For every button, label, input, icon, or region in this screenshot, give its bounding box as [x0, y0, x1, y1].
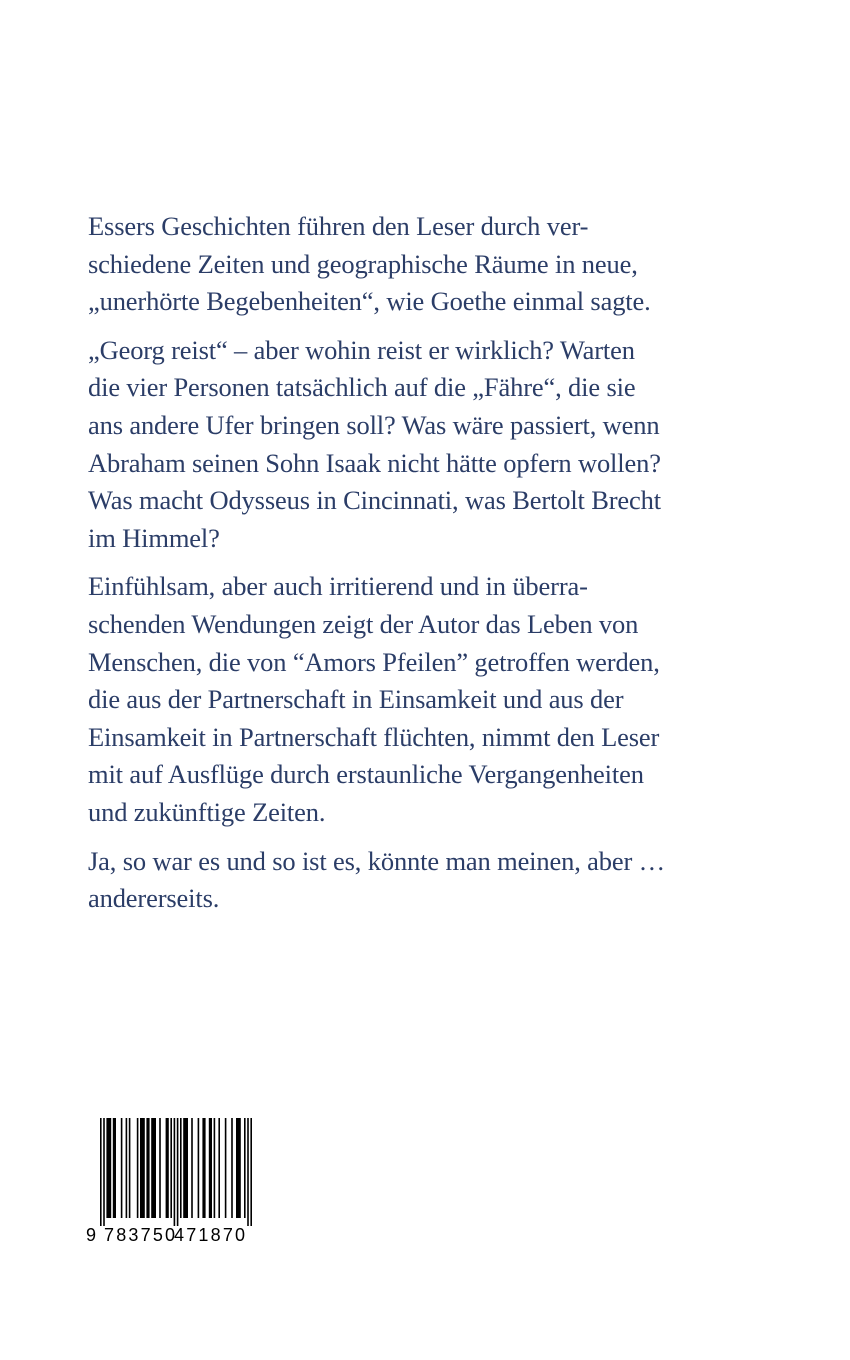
- blurb-line: Menschen, die von “Amors Pfeilen” getroffen werden,: [88, 646, 660, 677]
- blurb-line: schiedene Zeiten und geographische Räume in neue,: [88, 248, 638, 279]
- barcode-bar: [180, 1118, 182, 1218]
- blurb-line: Was macht Odysseus in Cincinnati, was Bertolt Brecht: [88, 485, 661, 516]
- barcode-guard-bar: [250, 1118, 252, 1226]
- blurb-line: Abraham seinen Sohn Isaak nicht hätte opfern wollen?: [88, 447, 661, 478]
- blurb-line: die aus der Partnerschaft in Einsamkeit und aus der: [88, 684, 624, 715]
- blurb-paragraph-1: [88, 208, 728, 321]
- barcode-bar: [140, 1118, 145, 1218]
- barcode-bar: [198, 1118, 200, 1218]
- barcode-guard-bar: [247, 1118, 249, 1226]
- barcode-bar: [218, 1118, 220, 1218]
- blurb-paragraph-4: [88, 843, 728, 918]
- isbn-barcode: [84, 1118, 252, 1254]
- blurb-line: die vier Personen tatsächlich auf die „Fähre“, die sie: [88, 372, 636, 403]
- blurb-line: Einsamkeit in Partnerschaft flüchten, nimmt den Leser: [88, 721, 660, 752]
- barcode-bar: [159, 1118, 161, 1218]
- barcode-guard-bar: [103, 1118, 105, 1226]
- blurb-line: im Himmel?: [88, 522, 220, 553]
- barcode-bar: [151, 1118, 156, 1218]
- barcode-guard-bar: [174, 1118, 176, 1226]
- blurb-paragraph-3: [88, 568, 728, 831]
- barcode-bar: [236, 1118, 241, 1218]
- blurb-line: schenden Wendungen zeigt der Autor das Leben von: [88, 608, 639, 639]
- blurb-line: Ja, so war es und so ist es, könnte man meinen, aber …: [88, 845, 665, 876]
- barcode-bar: [202, 1118, 205, 1218]
- barcode-bar: [137, 1118, 139, 1218]
- isbn-number: [84, 1224, 252, 1254]
- barcode-bar: [113, 1118, 116, 1218]
- blurb-line: und zukünftige Zeiten.: [88, 796, 326, 827]
- barcode-bar: [121, 1118, 123, 1218]
- back-cover-blurb: [88, 208, 728, 918]
- isbn-right-group: 471870: [174, 1225, 248, 1245]
- barcode-bar: [225, 1118, 227, 1218]
- blurb-paragraph-2: [88, 332, 728, 558]
- blurb-line: „Georg reist“ – aber wohin reist er wirklich? Warten: [88, 334, 635, 365]
- barcode-bar: [183, 1118, 188, 1218]
- barcode-bar: [170, 1118, 172, 1218]
- barcode-bar: [214, 1118, 216, 1218]
- blurb-line: „unerhörte Begebenheiten“, wie Goethe einmal sagte.: [88, 286, 651, 317]
- barcode-bar: [191, 1118, 193, 1218]
- barcode-bar: [244, 1118, 246, 1218]
- barcode-bar: [231, 1118, 233, 1218]
- blurb-line: Essers Geschichten führen den Leser durch ver-: [88, 211, 589, 241]
- barcode-bar: [106, 1118, 111, 1218]
- barcode-guard-bar: [177, 1118, 179, 1226]
- blurb-line: andererseits.: [88, 883, 220, 914]
- barcode-bars: [84, 1118, 252, 1228]
- blurb-line: Einfühlsam, aber auch irritierend und in überra-: [88, 571, 588, 602]
- barcode-bar: [126, 1118, 128, 1218]
- barcode-bar: [146, 1118, 149, 1218]
- barcode-guard-bar: [100, 1118, 102, 1226]
- isbn-left-group: 783750: [104, 1225, 178, 1245]
- blurb-line: mit auf Ausflüge durch erstaunliche Vergangenheiten: [88, 759, 644, 790]
- isbn-first-digit: 9: [86, 1225, 97, 1245]
- blurb-line: ans andere Ufer bringen soll? Was wäre passiert, wenn: [88, 409, 660, 440]
- barcode-bar: [129, 1118, 131, 1218]
- barcode-bar: [166, 1118, 169, 1218]
- barcode-bar: [209, 1118, 212, 1218]
